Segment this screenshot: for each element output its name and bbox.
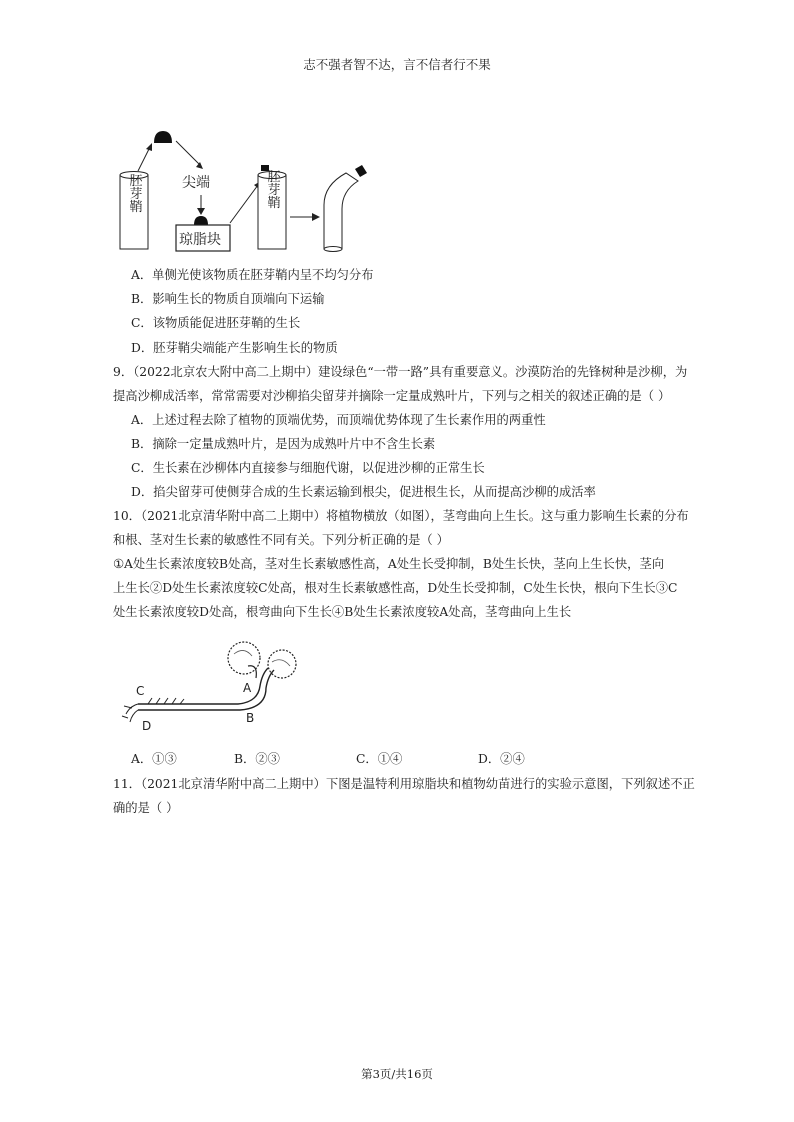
coleoptile-tip-shape: [154, 131, 172, 143]
arrow-to-agar: [176, 141, 200, 165]
tip-label: 尖端: [182, 175, 210, 191]
q10-option-c: C．①④: [356, 752, 403, 766]
plant-root-hairs: [148, 698, 184, 704]
agar-block-label: 琼脂块: [179, 232, 221, 248]
q10-statement-line2: 上生长②D处生长素浓度较C处高，根对生长素敏感性高，D处生长受抑制，C处生长快，根向下生长③C: [113, 581, 678, 595]
figure-horizontal-plant: [118, 632, 318, 742]
coleoptile-right-label: 胚芽鞘: [264, 169, 280, 209]
q11-stem-line1: 11．（2021北京清华附中高二上期中）下图是温特利用琼脂块和植物幼苗进行的实验示意图，下列叙述不正: [113, 777, 695, 791]
q10-statement-line3: 处生长素浓度较D处高，根弯曲向下生长④B处生长素浓度较A处高，茎弯曲向上生长: [113, 605, 572, 619]
q10-option-d: D．②④: [478, 752, 525, 766]
q9-option-a: A．上述过程去除了植物的顶端优势，而顶端优势体现了生长素作用的两重性: [131, 413, 546, 427]
bent-coleoptile-shape: [324, 173, 358, 249]
q10-stem-line2: 和根、茎对生长素的敏感性不同有关。下列分析正确的是（ ）: [113, 533, 449, 547]
plant-label-d: D: [142, 719, 152, 733]
q10-option-a: A．①③: [131, 752, 177, 766]
q10-statement-line1: ①A处生长素浓度较B处高，茎对生长素敏感性高，A处生长受抑制，B处生长快，茎向上生长快，茎向: [113, 557, 665, 571]
q11-stem-line2: 确的是（ ）: [113, 801, 179, 815]
q10-stem-line1: 10．（2021北京清华附中高二上期中）将植物横放（如图），茎弯曲向上生长。这与重力影响生长素的分布: [113, 509, 689, 523]
q9-stem-line1: 9．（2022北京农大附中高二上期中）建设绿色“一带一路”具有重要意义。沙漠防治的先锋树种是沙柳，为: [113, 365, 688, 379]
q9-option-d: D．掐尖留芽可使侧芽合成的生长素运输到根尖，促进根生长，从而提高沙柳的成活率: [131, 485, 596, 499]
arrow-to-right-coleoptile: [230, 185, 258, 223]
q8-option-a: A．单侧光使该物质在胚芽鞘内呈不均匀分布: [131, 268, 374, 282]
q8-option-c: C．该物质能促进胚芽鞘的生长: [131, 316, 301, 330]
plant-label-a: A: [243, 681, 252, 695]
coleoptile-left-label: 胚芽鞘: [126, 173, 142, 213]
plant-label-c: C: [136, 684, 145, 698]
q8-option-b: B．影响生长的物质自顶端向下运输: [131, 292, 325, 306]
plant-label-b: B: [246, 711, 255, 725]
q10-option-b: B．②③: [234, 752, 280, 766]
page-header-motto: 志不强者智不达，言不信者行不果: [303, 57, 491, 72]
figure-coleoptile-experiment: [110, 125, 390, 260]
q8-option-d: D．胚芽鞘尖端能产生影响生长的物质: [131, 341, 338, 355]
plant-leaf-right: [268, 650, 296, 678]
q9-option-c: C．生长素在沙柳体内直接参与细胞代谢，以促进沙柳的正常生长: [131, 461, 485, 475]
arrow-to-tip: [138, 147, 150, 171]
q9-option-b: B．摘除一定量成熟叶片，是因为成熟叶片中不含生长素: [131, 437, 436, 451]
q9-stem-line2: 提高沙柳成活率，常常需要对沙柳掐尖留芽并摘除一定量成熟叶片，下列与之相关的叙述正确的是（ ）: [113, 389, 671, 403]
page-footer-number: 第3页/共16页: [361, 1067, 433, 1081]
